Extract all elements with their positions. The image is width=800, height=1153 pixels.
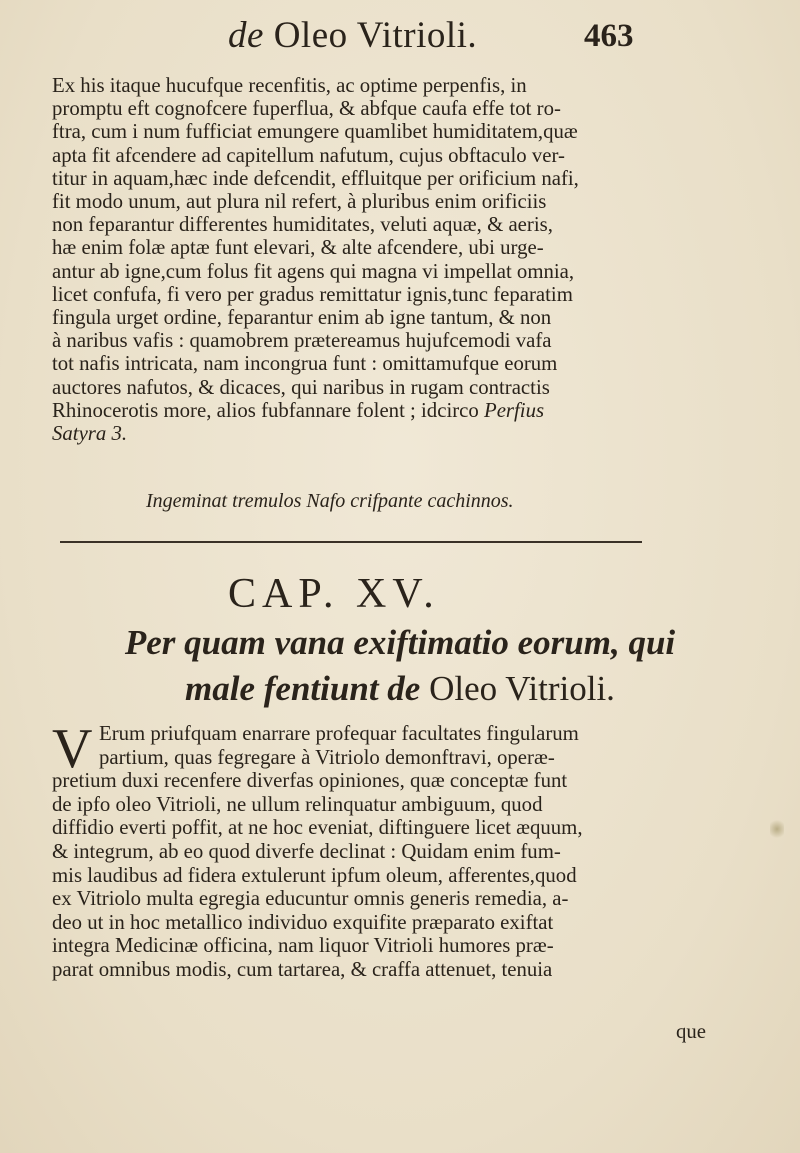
paper-stain xyxy=(770,818,784,840)
running-title-rest: Oleo Vitrioli. xyxy=(273,15,478,56)
text-line: parat omnibus modis, cum tartarea, & craffa attenuet, tenuia xyxy=(52,957,553,981)
page-header xyxy=(0,10,800,66)
chapter-title-line-1: Per quam vana exiftimatio eorum, qui xyxy=(124,623,676,662)
text-line: licet confufa, fi vero per gradus remittatur ignis,tunc feparatim xyxy=(52,282,573,306)
satire-reference: Satyra 3. xyxy=(52,422,128,446)
chapter-title-roman: Oleo Vitrioli. xyxy=(429,669,615,708)
author-reference: Perfius xyxy=(483,398,545,422)
text-line: integra Medicinæ officina, nam liquor Vitrioli humores præ- xyxy=(52,934,554,958)
chapter-paragraph xyxy=(52,718,714,982)
running-title-de: de xyxy=(228,15,264,56)
catchword: que xyxy=(676,1020,707,1043)
text-line: auctores nafutos, & dicaces, qui naribus in rugam contractis xyxy=(52,375,550,399)
text-line: Ex his itaque hucufque recenfitis, ac optime perpenfis, in xyxy=(52,74,527,97)
text-line xyxy=(52,399,714,422)
text-line: fit modo unum, aut plura nil refert, à pluribus enim orificiis xyxy=(52,190,547,214)
chapter-title-line-2 xyxy=(0,666,800,712)
text-line: hæ enim folæ aptæ funt elevari, & alte afcendere, ubi urge- xyxy=(52,236,544,260)
text-line: promptu eft cognofcere fuperflua, & abfque caufa effe tot ro- xyxy=(52,97,561,121)
running-title xyxy=(228,14,477,57)
text-line: Erum priufquam enarrare profequar facultates fingularum xyxy=(99,722,579,745)
page-number: 463 xyxy=(584,18,634,54)
text-line-content: Rhinocerotis more, alios fubfannare folent ; idcirco xyxy=(52,398,479,422)
text-line: fingula urget ordine, feparantur enim ab igne tantum, & non xyxy=(52,306,552,330)
text-line: partium, quas fegregare à Vitriolo demonftravi, operæ- xyxy=(99,745,555,769)
section-divider xyxy=(60,541,642,543)
text-line: ex Vitriolo multa egregia educuntur omnis generis remedia, a- xyxy=(52,887,569,911)
text-line: antur ab igne,cum folus fit agens qui magna vi impellat omnia, xyxy=(52,259,575,283)
body-paragraph xyxy=(52,74,714,445)
text-line: apta fit afcendere ad capitellum nafutum, cujus obftaculo ver- xyxy=(52,143,565,167)
chapter-title xyxy=(0,620,800,712)
text-line: tot nafis intricata, nam incongrua funt : omittamufque eorum xyxy=(52,352,558,376)
text-line: diffidio everti poffit, at ne hoc eveniat, diftinguere licet æquum, xyxy=(52,816,583,840)
chapter-number: CAP. XV. xyxy=(228,571,440,617)
verse-quotation: Ingeminat tremulos Nafo crifpante cachinnos. xyxy=(146,490,514,512)
text-line: & integrum, ab eo quod diverfe declinat : Quidam enim fum- xyxy=(52,839,561,863)
text-line: de ipfo oleo Vitrioli, ne ullum relinquatur ambiguum, quod xyxy=(52,792,543,816)
text-line: non feparantur differentes humiditates, veluti aquæ, & aeris, xyxy=(52,213,553,237)
text-line: deo ut in hoc metallico individuo exquifite præparato exiftat xyxy=(52,910,554,934)
text-line: à naribus vafis : quamobrem prætereamus hujufcemodi vafa xyxy=(52,329,552,353)
text-line: ftra, cum i num fufficiat emungere quamlibet humiditatem,quæ xyxy=(52,120,578,144)
text-line: titur in aquam,hæc inde defcendit, effluitque per orificium nafi, xyxy=(52,166,579,190)
drop-capital: V xyxy=(52,718,93,780)
chapter-title-italic: male fentiunt de xyxy=(185,669,421,708)
text-line: mis laudibus ad fidera extulerunt ipfum oleum, afferentes,quod xyxy=(52,863,577,887)
text-line: pretium duxi recenfere diverfas opiniones, quæ conceptæ funt xyxy=(52,769,568,793)
